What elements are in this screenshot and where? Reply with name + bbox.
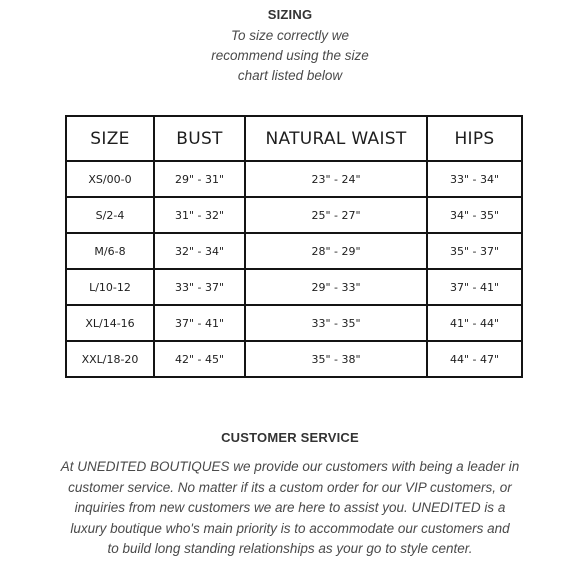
sizing-intro-line: To size correctly we [230,28,350,43]
size-cell: S/2-4 [66,197,154,233]
size-cell: XL/14-16 [66,305,154,341]
waist-cell: 35" - 38" [245,341,427,377]
customer-service-line: At UNEDITED BOUTIQUES we provide our customers with being a leader in [60,459,520,474]
waist-cell: 28" - 29" [245,233,427,269]
header-hips: HIPS [427,116,522,161]
hips-cell: 44" - 47" [427,341,522,377]
header-size: SIZE [66,116,154,161]
bust-cell: 29" - 31" [154,161,245,197]
bust-cell: 33" - 37" [154,269,245,305]
size-chart-header-row [66,116,522,161]
customer-service-line: luxury boutique who's main priority is to accommodate our customers and [70,520,510,536]
customer-service-line: inquiries from new customers we are here to assist you. UNEDITED is a [74,500,506,515]
hips-cell: 37" - 41" [427,269,522,305]
bust-cell: 32" - 34" [154,233,245,269]
table-row [66,161,522,197]
size-cell: L/10-12 [66,269,154,305]
bust-cell: 42" - 45" [154,341,245,377]
hips-cell: 33" - 34" [427,161,522,197]
sizing-intro-line: chart listed below [237,68,343,83]
table-row [66,197,522,233]
size-cell: M/6-8 [66,233,154,269]
table-row [66,341,522,377]
table-row [66,233,522,269]
size-chart-table [65,115,523,378]
customer-service-text [58,457,522,560]
header-bust: BUST [154,116,245,161]
bust-cell: 31" - 32" [154,197,245,233]
sizing-intro-line: recommend using the size [211,48,369,63]
bust-cell: 37" - 41" [154,305,245,341]
waist-cell: 23" - 24" [245,161,427,197]
sizing-intro [0,26,580,86]
customer-service-line: customer service. No matter if its a custom order for our VIP customers, or [68,479,512,495]
table-row [66,269,522,305]
table-row [66,305,522,341]
hips-cell: 35" - 37" [427,233,522,269]
size-cell: XXL/18-20 [66,341,154,377]
waist-cell: 33" - 35" [245,305,427,341]
hips-cell: 34" - 35" [427,197,522,233]
header-natural-waist: NATURAL WAIST [245,116,427,161]
customer-service-line: to build long standing relationships as your go to style center. [107,541,473,556]
sizing-title: SIZING [267,7,313,22]
hips-cell: 41" - 44" [427,305,522,341]
size-cell: XS/00-0 [66,161,154,197]
customer-service-title: CUSTOMER SERVICE [221,430,359,445]
waist-cell: 29" - 33" [245,269,427,305]
waist-cell: 25" - 27" [245,197,427,233]
